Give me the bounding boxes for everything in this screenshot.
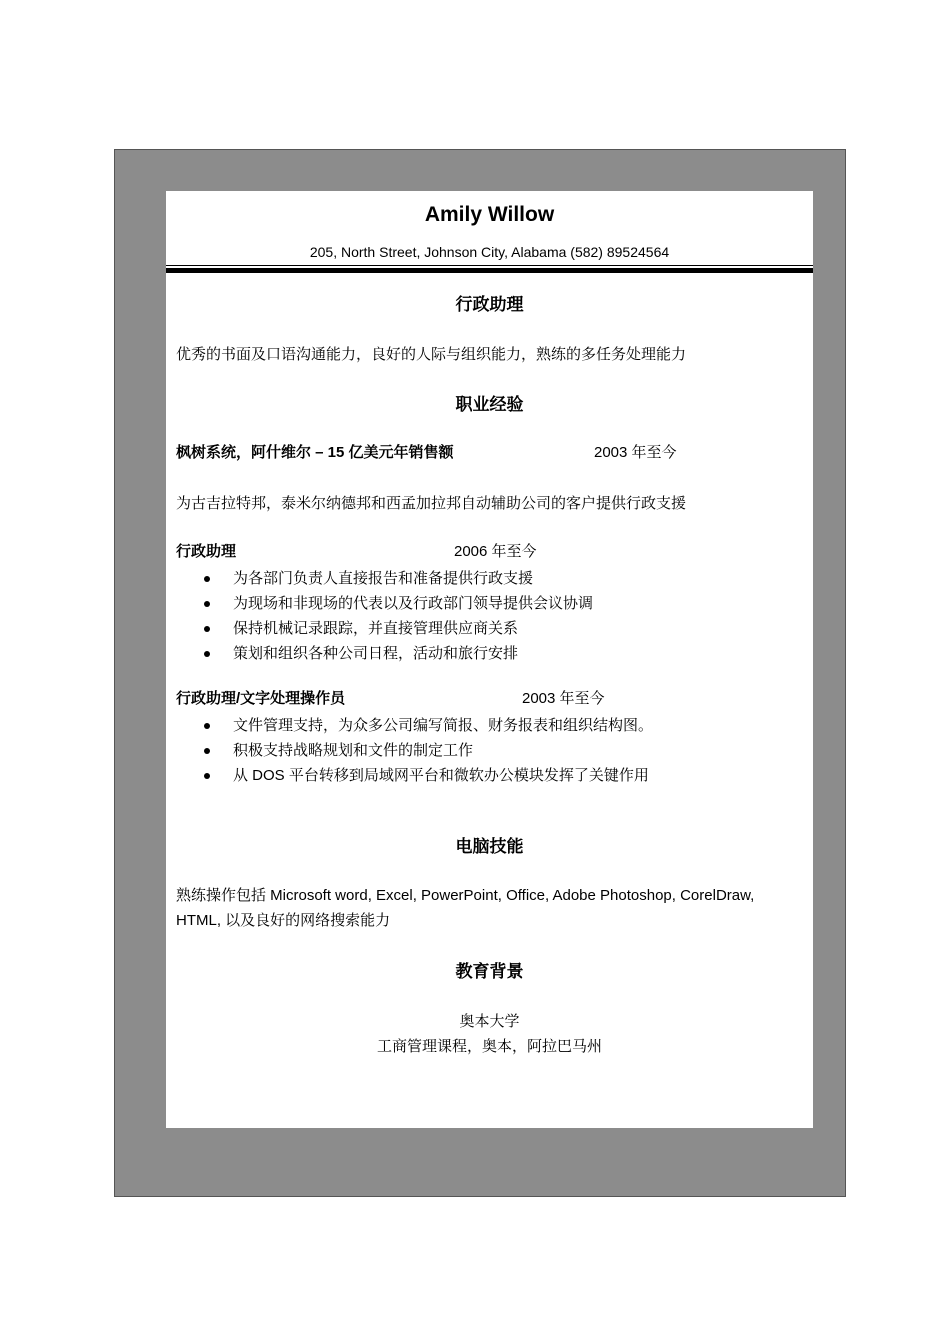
skills-line-2: HTML, 以及良好的网络搜索能力 <box>176 912 391 929</box>
job-title-2: 行政助理/文字处理操作员 <box>176 690 346 707</box>
bullet-icon <box>204 576 210 582</box>
candidate-name: Amily Willow <box>424 203 555 226</box>
header-divider-thin <box>166 265 813 266</box>
job-title-1: 行政助理 <box>176 543 237 560</box>
skills-line-1: 熟练操作包括 Microsoft word, Excel, PowerPoint, Office, Adobe Photoshop, CorelDraw, <box>176 887 755 904</box>
job-date-2: 2003 年至今 <box>522 690 605 707</box>
education-detail: 工商管理课程，奥本，阿拉巴马州 <box>376 1038 602 1055</box>
header-divider-thick <box>166 268 813 273</box>
bullet-icon <box>204 601 210 607</box>
job-date-1: 2006 年至今 <box>454 543 537 560</box>
job-2-bullet-list <box>166 713 653 788</box>
list-item: 策划和组织各种公司日程，活动和旅行安排 <box>166 641 593 666</box>
objective-heading: 行政助理 <box>455 295 524 314</box>
bullet-icon <box>204 626 210 632</box>
list-item: 保持机械记录跟踪，并直接管理供应商关系 <box>166 616 593 641</box>
company-description: 为古吉拉特邦，泰米尔纳德邦和西孟加拉邦自动辅助公司的客户提供行政支援 <box>176 495 687 512</box>
bullet-icon <box>204 773 210 779</box>
skills-heading: 电脑技能 <box>455 837 524 856</box>
list-item: 为各部门负责人直接报告和准备提供行政支援 <box>166 566 593 591</box>
resume-sheet <box>166 191 813 1128</box>
job-1-bullet-list <box>166 566 593 666</box>
contact-address: 205, North Street, Johnson City, Alabama (582) 89524564 <box>309 244 670 260</box>
education-heading: 教育背景 <box>455 962 524 981</box>
company-date: 2003 年至今 <box>594 444 677 461</box>
list-item: 文件管理支持，为众多公司编写简报、财务报表和组织结构图。 <box>166 713 653 738</box>
bullet-icon <box>204 723 210 729</box>
objective-text: 优秀的书面及口语沟通能力，良好的人际与组织能力，熟练的多任务处理能力 <box>176 346 687 363</box>
company-title: 枫树系统，阿什维尔 – 15 亿美元年销售额 <box>176 444 454 461</box>
list-item: 为现场和非现场的代表以及行政部门领导提供会议协调 <box>166 591 593 616</box>
education-school: 奥本大学 <box>459 1013 520 1030</box>
experience-heading: 职业经验 <box>455 395 524 414</box>
bullet-icon <box>204 748 210 754</box>
list-item: 积极支持战略规划和文件的制定工作 <box>166 738 653 763</box>
bullet-icon <box>204 651 210 657</box>
list-item: 从 DOS 平台转移到局域网平台和微软办公模块发挥了关键作用 <box>166 763 653 788</box>
